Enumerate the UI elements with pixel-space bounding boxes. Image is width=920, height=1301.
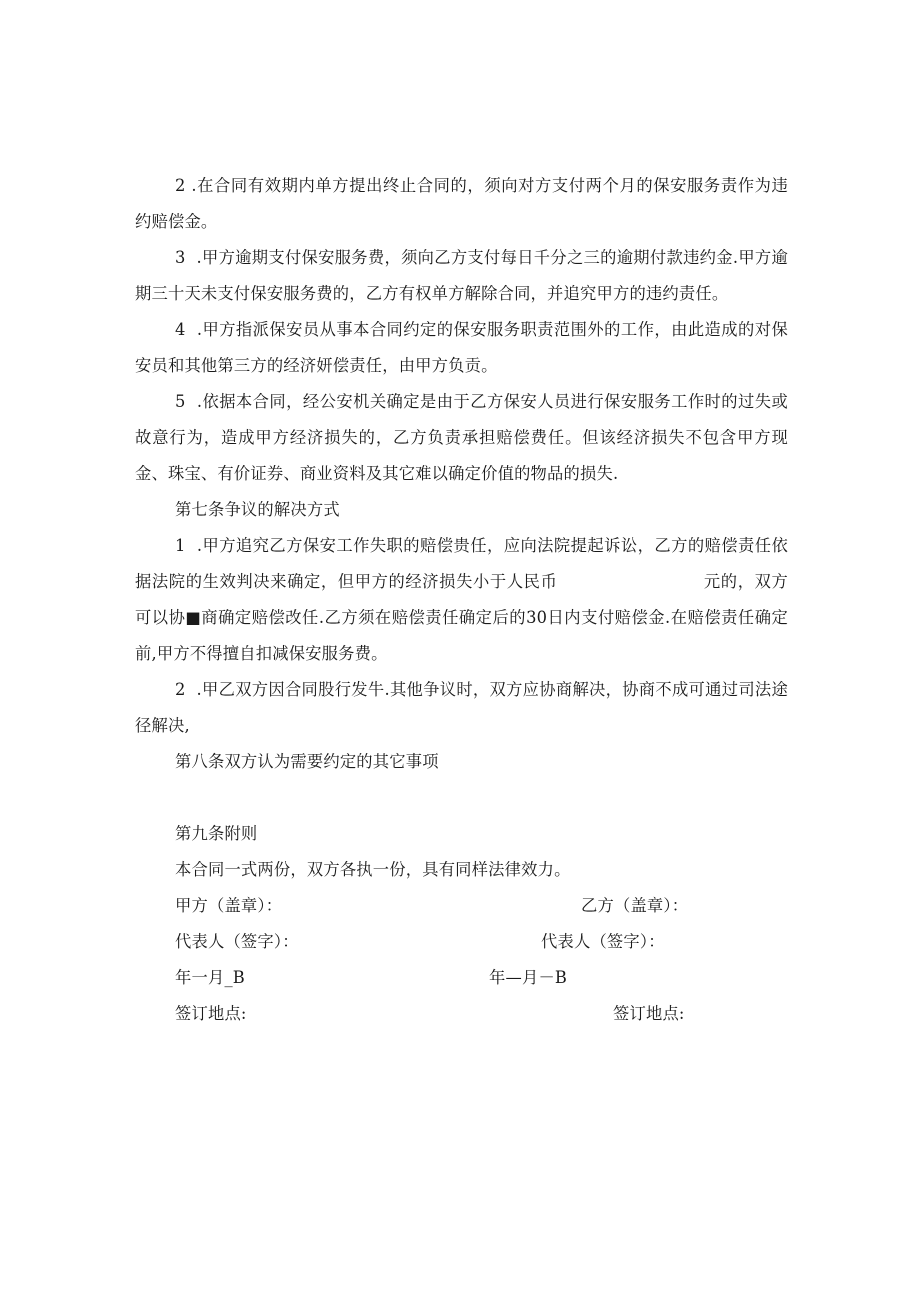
clause-text-part-2: 元的，双方可以协■商确定赔偿改任.乙方须在赔偿责任确定后的30日内支付赔偿金.在赔偿责任确定前,甲方不得擅自扣减保安服务费。 <box>135 572 788 663</box>
party-a-seal-label: 甲方（盖章）： <box>175 896 283 915</box>
representative-row <box>135 924 788 960</box>
clause-6-5 <box>135 384 788 492</box>
clause-number: 2 <box>175 680 186 699</box>
clause-text: .依据本合同，经公安机关确定是由于乙方保安人员进行保安服务工作时的过失或故意行为，造成甲方经济损失的，乙方负责承担赔偿费任。但该经济损失不包含甲方现金、珠宝、有价证券、商业资料及其它难以确定价值的物品的损失. <box>135 392 788 483</box>
clause-7-1 <box>135 528 788 672</box>
clause-6-2 <box>135 168 788 240</box>
party-a-representative-label: 代表人（签字）： <box>175 932 299 951</box>
party-b-date-label: 年—月－B <box>489 968 568 987</box>
clause-text: .甲乙双方因合同股行发牛.其他争议时，双方应协商解决，协商不成可通过司法途径解决, <box>135 680 788 735</box>
date-row <box>135 960 788 996</box>
party-b-representative-label: 代表人（签字）： <box>541 932 665 951</box>
place-row <box>135 996 788 1032</box>
seal-row <box>135 888 788 924</box>
article-7-title: 第七条争议的解决方式 <box>175 500 340 519</box>
clause-number: 1 <box>175 536 186 555</box>
clause-6-3 <box>135 240 788 312</box>
party-a-place-label: 签订地点: <box>175 1004 247 1023</box>
contract-body <box>135 168 788 1032</box>
party-a-date-label: 年一月_B <box>175 968 245 987</box>
clause-number: 4 <box>175 320 186 339</box>
clause-text: .甲方指派保安员从事本合同约定的保安服务职责范围外的工作，由此造成的对保安员和其他第三方的经济妍偿责任，由甲方负贡。 <box>135 320 788 375</box>
clause-7-2 <box>135 672 788 744</box>
blank-space <box>135 780 788 816</box>
party-b-place-label: 签订地点: <box>613 1004 685 1023</box>
clause-number: 2 <box>175 176 186 195</box>
clause-text: .甲方逾期支付保安服务费，须向乙方支付每日千分之三的逾期付款违约金.甲方逾期三十天未支付保安服务费的，乙方有权单方解除合同，并追究甲方的违约责任。 <box>135 248 788 303</box>
clause-6-4 <box>135 312 788 384</box>
clause-number: 5 <box>175 392 186 411</box>
article-9-body: 本合同一式两份，双方各执一份，具有同样法律效力。 <box>175 860 571 879</box>
party-b-seal-label: 乙方（盖章）： <box>581 896 689 915</box>
article-8-title: 第八条双方认为需要约定的其它事项 <box>175 752 439 771</box>
clause-text-part-1: .甲方追究乙方保安工作失职的赔偿贵任，应向法院提起诉讼，乙方的赔偿责任依据法院的生效判决来确定，但甲方的经济损失小于人民币 <box>135 536 788 591</box>
clause-text: .在合同有效期内单方提出终止合同的，须向对方支付两个月的保安服务责作为违约赔偿金。 <box>135 176 788 231</box>
article-9-title: 第九条附则 <box>175 824 258 843</box>
clause-number: 3 <box>175 248 186 267</box>
